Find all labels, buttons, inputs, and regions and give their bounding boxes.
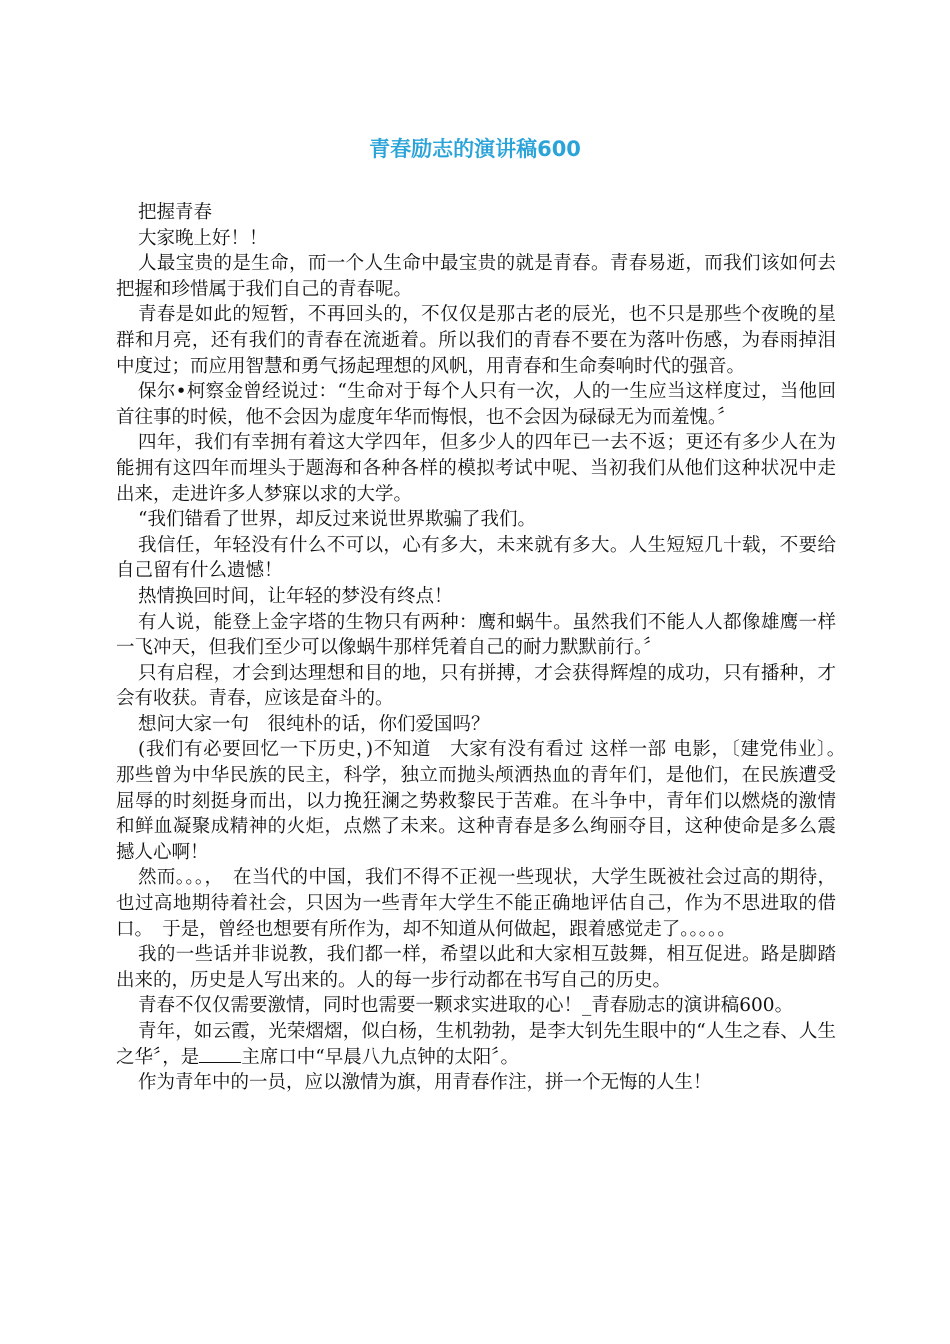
- paragraph: 热情换回时间，让年轻的梦没有终点！: [138, 585, 453, 607]
- paragraph: 作为青年中的一员，应以激情为旗，用青春作注，拼一个无悔的人生！: [138, 1072, 712, 1094]
- paragraph: 大家晚上好！！: [138, 227, 268, 249]
- document-body: [116, 200, 892, 1096]
- paragraph-text-before-blank: 青年，如云霞，光荣熠熠，似白杨，生机勃勃，是李大钊先生眼中的“人生之春、人生之华〞，是: [116, 1021, 836, 1068]
- paragraph-text-after-blank: 主席口中“早晨八九点钟的太阳〞。: [241, 1046, 519, 1068]
- paragraph: “我们错看了世界，却反过来说世界欺骗了我们。: [138, 509, 536, 531]
- paragraph: 保尔•柯察金曾经说过：“生命对于每个人只有一次，人的一生应当这样度过，当他回首往事的时候，他不会因为虚度年华而悔恨，也不会因为碌碌无为而羞愧。〞: [116, 381, 836, 428]
- paragraph: 青春是如此的短暂，不再回头的，不仅仅是那古老的辰光，也不只是那些个夜晚的星群和月亮，还有我们的青春在流逝着。所以我们的青春不要在为落叶伤感，为春雨掉泪中度过；而应用智慧和勇气扬起理想的风帆，用青春和生命奏响时代的强音。: [116, 304, 836, 377]
- document-title: 青春励志的演讲稿600: [369, 137, 581, 161]
- paragraph: 只有启程，才会到达理想和目的地，只有拼搏，才会获得辉煌的成功，只有播种，才会有收获。青春，应该是奋斗的。: [116, 662, 836, 710]
- paragraph-with-blank: [116, 1019, 836, 1070]
- paragraph: (我们有必要回忆一下历史，)不知道 大家有没有看过 这样一部 电影，〔建党伟业〕。 那些曾为中华民族的民主，科学，独立而抛头颅洒热血的青年们，是他们，在民族遭受屈辱的时刻挺身而出，以力挽狂澜之势救黎民于苦难。在斗争中，青年们以燃烧的激情和鲜血凝聚成精神的火炬，点燃了未来。这种青春是多么绚丽夺目，这种使命是多么震撼人心啊！: [116, 739, 892, 863]
- paragraph: 青春不仅仅需要激情，同时也需要一颗求实进取的心！_青春励志的演讲稿600。: [138, 995, 794, 1017]
- paragraph: 然而。。。， 在当代的中国，我们不得不正视一些现状，大学生既被社会过高的期待，也过高地期待着社会，只因为一些青年大学生不能正确地评估自己，作为不思进取的借口。 于是，曾经也想要有所作为，却不知道从何做起，跟着感觉走了。。。。。: [116, 867, 836, 940]
- paragraph: 我的一些话并非说教，我们都一样，希望以此和大家相互鼓舞，相互促进。路是脚踏出来的，历史是人写出来的。人的每一步行动都在书写自己的历史。: [116, 944, 836, 991]
- paragraph: 我信任，年轻没有什么不可以，心有多大，未来就有多大。人生短短几十载，不要给自己留有什么遗憾！: [116, 534, 836, 582]
- paragraph: 想问大家一句 很纯朴的话，你们爱国吗？: [138, 713, 490, 735]
- paragraph: 把握青春: [138, 202, 213, 223]
- paragraph: 四年，我们有幸拥有着这大学四年，但多少人的四年已一去不返；更还有多少人在为能拥有这四年而埋头于题海和各种各样的模拟考试中呢、当初我们从他们这种状况中走出来，走进许多人梦寐以求的大学。: [116, 432, 836, 505]
- fill-in-blank: [199, 1046, 241, 1063]
- paragraph: 有人说，能登上金字塔的生物只有两种：鹰和蜗牛。虽然我们不能人人都像雄鹰一样一飞冲天，但我们至少可以像蜗牛那样凭着自己的耐力默默前行。〞: [116, 611, 836, 659]
- paragraph: 人最宝贵的是生命，而一个人生命中最宝贵的就是青春。青春易逝，而我们该如何去把握和珍惜属于我们自己的青春呢。: [116, 253, 836, 300]
